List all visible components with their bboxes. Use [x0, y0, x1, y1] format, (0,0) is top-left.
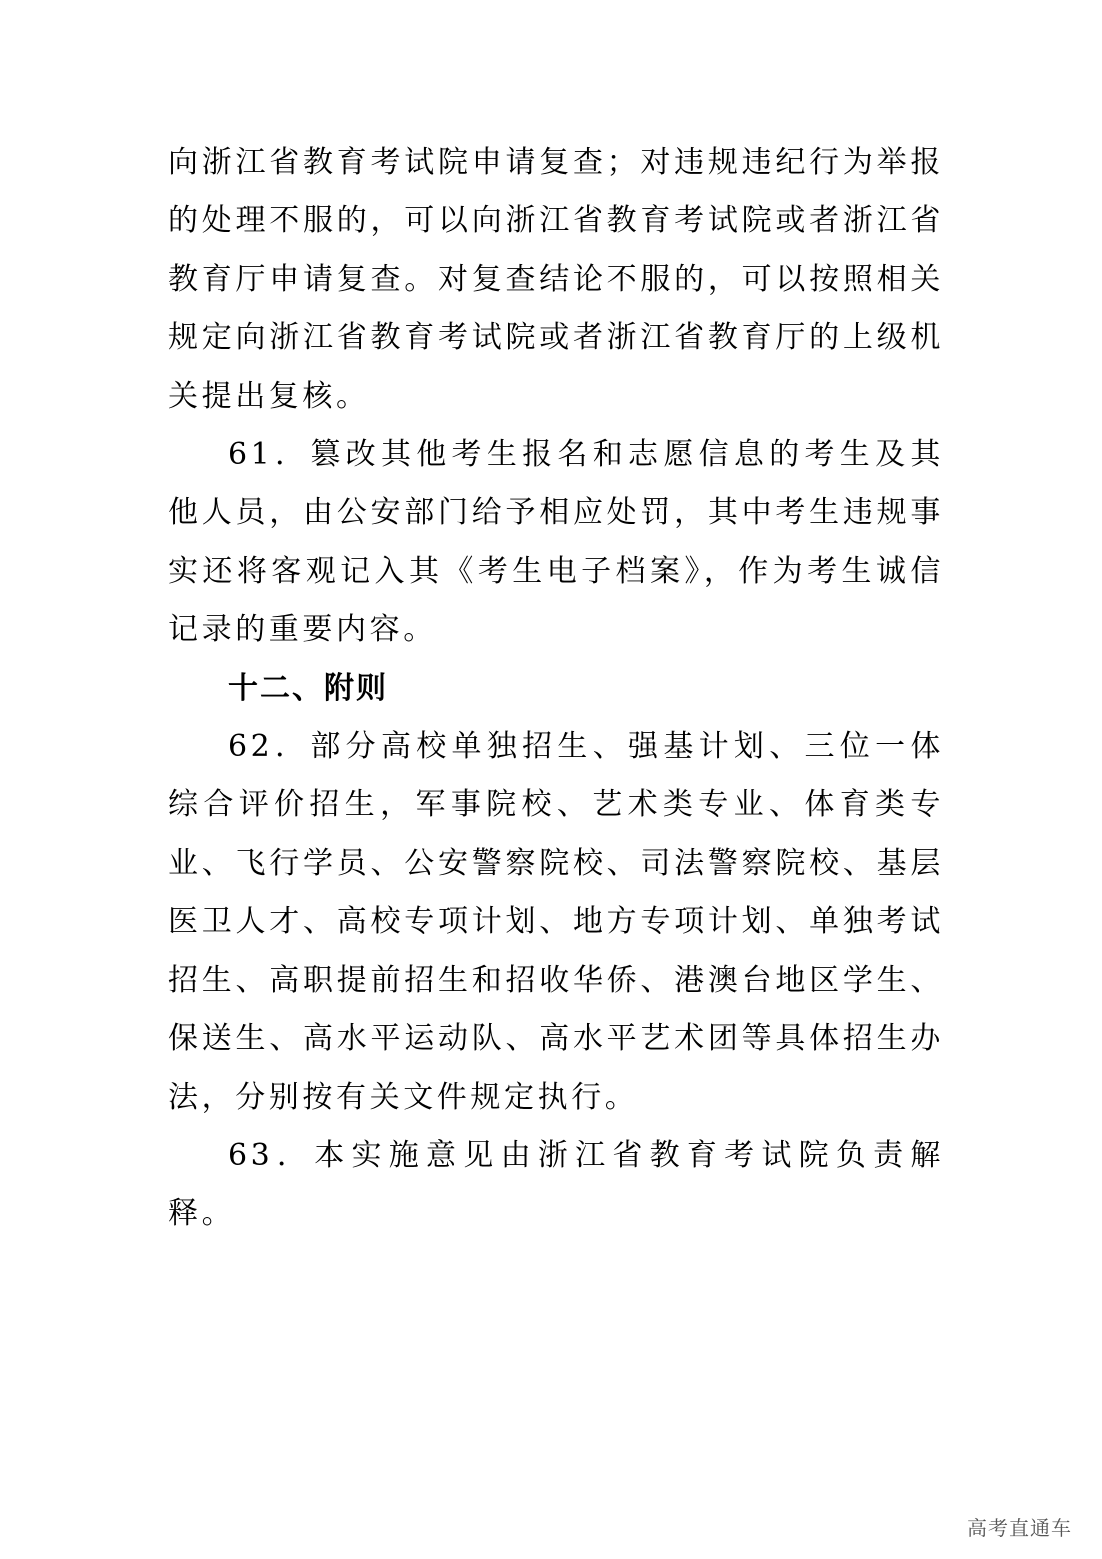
document-body [168, 134, 944, 1244]
source-watermark: 高考直通车 [967, 1516, 1072, 1540]
paragraph-item-62: 62．部分高校单独招生、强基计划、三位一体综合评价招生，军事院校、艺术类专业、体育类专业、飞行学员、公安警察院校、司法警察院校、基层医卫人才、高校专项计划、地方专项计划、单独考试招生、高职提前招生和招收华侨、港澳台地区学生、保送生、高水平运动队、高水平艺术团等具体招生办法，分别按有关文件规定执行。 [168, 729, 944, 1115]
paragraph-continuation: 向浙江省教育考试院申请复查；对违规违纪行为举报的处理不服的，可以向浙江省教育考试院或者浙江省教育厅申请复查。对复查结论不服的，可以按照相关规定向浙江省教育考试院或者浙江省教育厅的上级机关提出复核。 [168, 145, 944, 414]
paragraph-item-63: 63．本实施意见由浙江省教育考试院负责解释。 [168, 1137, 944, 1232]
paragraph-item-61: 61．篡改其他考生报名和志愿信息的考生及其他人员，由公安部门给予相应处罚，其中考生违规事实还将客观记入其《考生电子档案》，作为考生诚信记录的重要内容。 [168, 437, 944, 648]
section-heading-supplementary-provisions: 十二、附则 [228, 670, 388, 706]
